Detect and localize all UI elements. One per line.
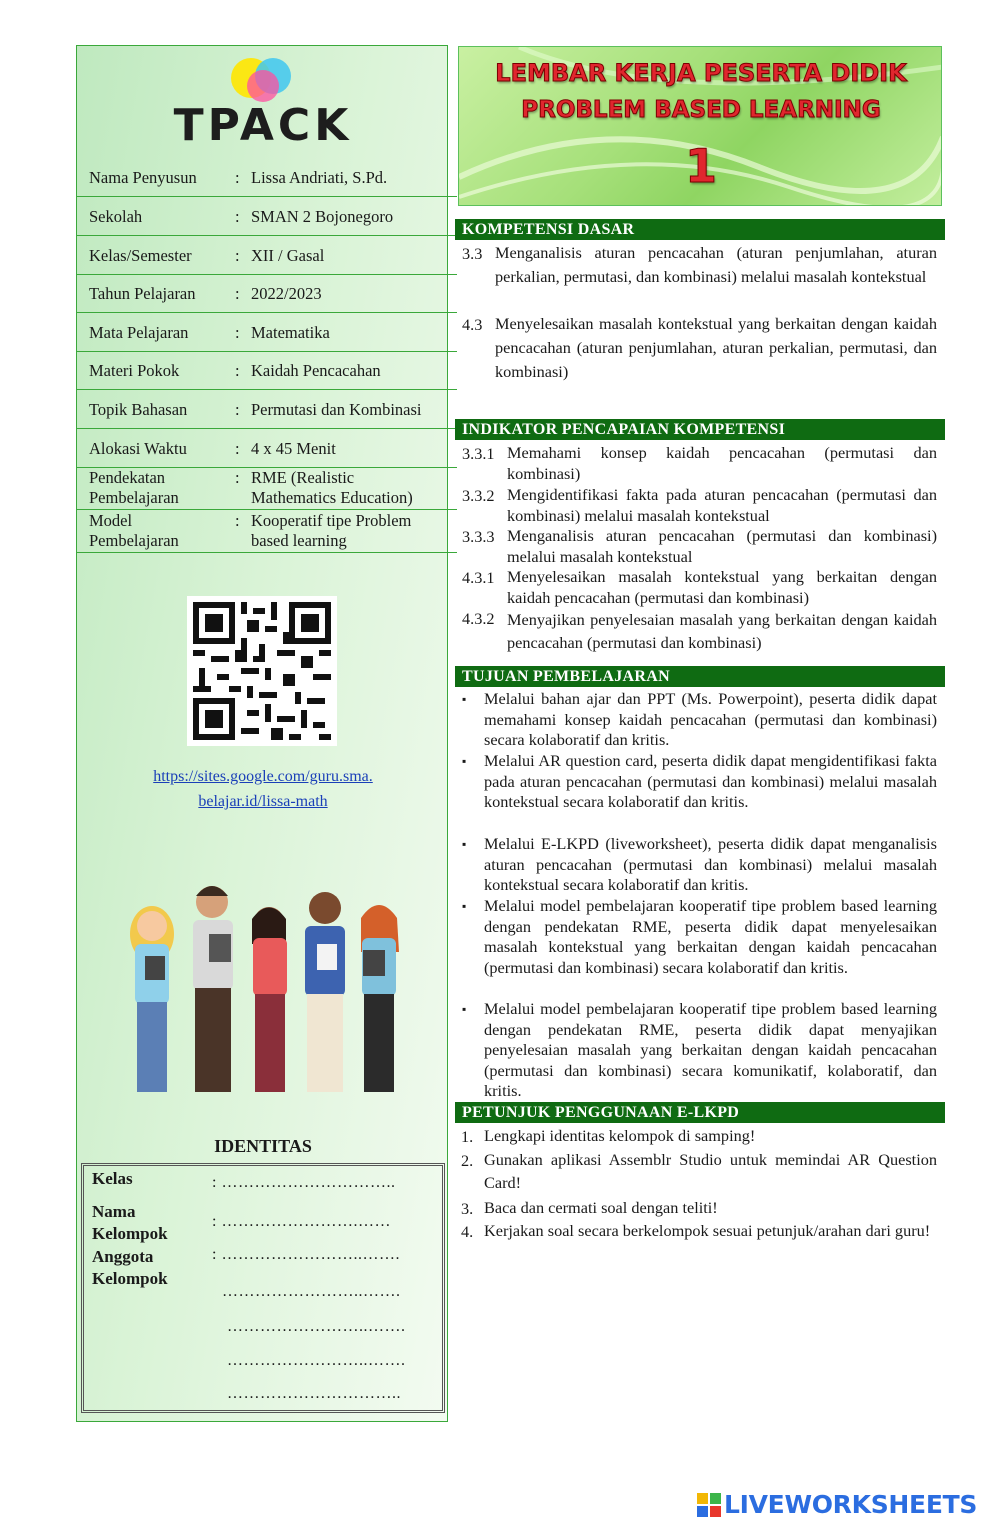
tujuan-item: Melalui E-LKPD (liveworksheet), peserta didik dapat menganalisis aturan pencacahan (permutasi dan kombinasi) melalui masalah kontekstual secara kolaboratif dan kritis. xyxy=(484,834,937,895)
qr-code-icon[interactable] xyxy=(187,596,337,746)
label-line: Anggota xyxy=(92,1247,154,1266)
liveworksheets-brand[interactable]: LIVEWORKSHEETS xyxy=(724,1490,978,1519)
info-row-tahun xyxy=(77,274,457,313)
info-value: 2022/2023 xyxy=(251,284,322,303)
info-value: 4 x 45 Menit xyxy=(251,439,336,458)
anggota-input-2[interactable]: ……………………..……. xyxy=(222,1283,401,1300)
info-colon: : xyxy=(235,439,240,458)
info-row-sekolah xyxy=(77,197,457,236)
ipk-number: 4.3.2 xyxy=(462,609,495,628)
anggota-kelompok-label xyxy=(92,1246,168,1290)
kd-text: Menganalisis aturan pencacahan (aturan penjumlahan, aturan perkalian, permutasi, dan kombinasi) melalui masalah kontekstual xyxy=(495,243,937,286)
identity-panel xyxy=(76,45,448,1422)
label-line: Kelompok xyxy=(92,1224,168,1243)
ipk-number: 4.3.1 xyxy=(462,568,495,587)
liveworksheets-logo-icon xyxy=(697,1493,721,1517)
info-label: Kelas/Semester xyxy=(89,246,192,265)
bullet-mark: ▪ xyxy=(462,837,467,851)
identitas-box xyxy=(81,1163,445,1413)
ipk-number: 3.3.1 xyxy=(462,444,495,463)
info-row-materi xyxy=(77,351,457,390)
ipk-text: Mengidentifikasi fakta pada aturan pencacahan (permutasi dan kombinasi) melalui masalah kontekstual xyxy=(507,485,937,525)
kelas-label: Kelas xyxy=(92,1169,133,1188)
banner-title-line2: PROBLEM BASED LEARNING xyxy=(521,97,881,123)
anggota-input-3[interactable]: ……………………..……. xyxy=(227,1318,406,1335)
tujuan-item: Melalui model pembelajaran kooperatif tipe problem based learning dengan pendekatan RME, peserta didik dapat menyajikan penyelesaian masalah yang berkaitan dengan kaidah pencacahan (permutasi dan kombinasi) secara komunikatif, kolaboratif, dan kritis. xyxy=(484,999,937,1101)
tujuan-item: Melalui AR question card, peserta didik dapat mengidentifikasi fakta pada aturan pencacahan (permutasi dan kombinasi) melalui masalah kontekstual secara kolaboratif dan kritis. xyxy=(484,751,937,812)
petunjuk-text: Baca dan cermati soal dengan teliti! xyxy=(484,1198,718,1217)
students-illustration xyxy=(117,874,417,1104)
identitas-title: IDENTITAS xyxy=(214,1136,312,1156)
info-label: Mata Pelajaran xyxy=(89,323,189,342)
info-colon: : xyxy=(235,284,240,303)
info-value: Lissa Andriati, S.Pd. xyxy=(251,168,388,187)
banner-number: 1 xyxy=(684,139,717,193)
label-line: Kelompok xyxy=(92,1269,168,1288)
label-line: Nama xyxy=(92,1202,136,1221)
info-label-line: Model xyxy=(89,511,133,530)
info-label: Topik Bahasan xyxy=(89,400,188,419)
info-colon: : xyxy=(235,400,240,419)
tpack-circles-icon xyxy=(223,56,303,104)
site-link-line1[interactable]: https://sites.google.com/guru.sma. xyxy=(153,768,373,785)
tpack-logo xyxy=(173,56,353,151)
info-label: Alokasi Waktu xyxy=(89,439,187,458)
petunjuk-number: 1. xyxy=(461,1127,474,1146)
anggota-input-1[interactable]: : ……………………..……. xyxy=(212,1246,400,1263)
ipk-text: Menganalisis aturan pencacahan (permutasi dan kombinasi) melalui masalah kontekstual xyxy=(507,526,937,566)
info-colon: : xyxy=(235,511,240,530)
info-value-line: Kooperatif tipe Problem xyxy=(251,511,412,530)
info-label: Materi Pokok xyxy=(89,361,180,380)
tujuan-item: Melalui model pembelajaran kooperatif tipe problem based learning dengan pendekatan RME, peserta didik dapat menyelesaikan masalah kontekstual yang berkaitan dengan kaidah pencacahan (permutasi dan kombinasi) secara kolaboratif dan kritis. xyxy=(484,896,937,977)
site-link-line2[interactable]: belajar.id/lissa-math xyxy=(198,793,328,810)
petunjuk-number: 4. xyxy=(461,1222,474,1241)
petunjuk-text: Lengkapi identitas kelompok di samping! xyxy=(484,1126,756,1145)
info-value xyxy=(251,468,413,508)
nama-kelompok-input[interactable]: : …………………….…… xyxy=(212,1213,391,1230)
info-row-kelas-semester xyxy=(77,236,457,275)
kd-text: Menyelesaikan masalah kontekstual yang berkaitan dengan kaidah pencacahan (aturan penjumlahan, aturan perkalian, permutasi, dan kombinasi) xyxy=(495,314,937,381)
kelas-input[interactable]: : ………………………….. xyxy=(212,1174,396,1191)
info-row-penyusun xyxy=(77,158,457,197)
ipk-text: Menyelesaikan masalah kontekstual yang berkaitan dengan kaidah pencacahan (permutasi dan kombinasi) xyxy=(507,567,937,607)
ipk-number: 3.3.2 xyxy=(462,486,495,505)
info-value xyxy=(251,511,411,551)
tujuan-heading: TUJUAN PEMBELAJARAN xyxy=(455,666,945,687)
info-row-alokasi xyxy=(77,429,457,468)
indikator-heading: INDIKATOR PENCAPAIAN KOMPETENSI xyxy=(455,419,945,440)
petunjuk-number: 3. xyxy=(461,1199,474,1218)
title-banner xyxy=(458,46,942,206)
info-label-line: Pembelajaran xyxy=(89,531,179,550)
info-colon: : xyxy=(235,468,240,487)
petunjuk-text: Kerjakan soal secara berkelompok sesuai petunjuk/arahan dari guru! xyxy=(484,1221,931,1240)
info-label-line: Pembelajaran xyxy=(89,488,179,507)
banner-title-line1: LEMBAR KERJA PESERTA DIDIK xyxy=(495,59,907,87)
anggota-input-4[interactable]: ……………………..……. xyxy=(227,1352,406,1369)
info-value: SMAN 2 Bojonegoro xyxy=(251,207,394,226)
info-value-line: Mathematics Education) xyxy=(251,488,413,507)
bullet-mark: ▪ xyxy=(462,1002,467,1016)
info-value: XII / Gasal xyxy=(251,246,325,265)
kompetensi-heading: KOMPETENSI DASAR xyxy=(455,219,945,240)
nama-kelompok-label xyxy=(92,1201,168,1245)
info-label xyxy=(89,468,179,508)
tpack-logo-text: TPACK xyxy=(173,100,353,151)
info-value-line: based learning xyxy=(251,531,347,550)
info-label: Nama Penyusun xyxy=(89,168,197,187)
info-value: Permutasi dan Kombinasi xyxy=(251,400,422,419)
info-colon: : xyxy=(235,323,240,342)
info-row-model xyxy=(77,510,457,553)
info-row-pendekatan xyxy=(77,467,457,510)
kd-number: 4.3 xyxy=(462,315,483,334)
info-row-mapel xyxy=(77,313,457,352)
bullet-mark: ▪ xyxy=(462,899,467,913)
tujuan-item: Melalui bahan ajar dan PPT (Ms. Powerpoint), peserta didik dapat memahami konsep kaidah pencacahan (permutasi dan kombinasi) secara kolaboratif dan kritis. xyxy=(484,689,937,750)
info-label xyxy=(89,511,179,551)
petunjuk-number: 2. xyxy=(461,1151,474,1170)
petunjuk-heading: PETUNJUK PENGGUNAAN E-LKPD xyxy=(455,1102,945,1123)
info-colon: : xyxy=(235,168,240,187)
info-label: Tahun Pelajaran xyxy=(89,284,196,303)
petunjuk-text: Gunakan aplikasi Assemblr Studio untuk memindai AR Question Card! xyxy=(484,1150,937,1192)
info-value: Matematika xyxy=(251,323,330,342)
info-label: Sekolah xyxy=(89,207,143,226)
bullet-mark: ▪ xyxy=(462,754,467,768)
info-row-topik xyxy=(77,390,457,429)
ipk-text: Menyajikan penyelesaian masalah yang berkaitan dengan kaidah pencacahan (permutasi dan kombinasi) xyxy=(507,610,937,652)
ipk-number: 3.3.3 xyxy=(462,527,495,546)
info-value-line: RME (Realistic xyxy=(251,468,355,487)
anggota-input-5[interactable]: ………………………….. xyxy=(227,1385,401,1402)
info-colon: : xyxy=(235,361,240,380)
info-value: Kaidah Pencacahan xyxy=(251,361,381,380)
info-colon: : xyxy=(235,246,240,265)
kd-number: 3.3 xyxy=(462,244,483,263)
bullet-mark: ▪ xyxy=(462,692,467,706)
ipk-text: Memahami konsep kaidah pencacahan (permutasi dan kombinasi) xyxy=(507,443,937,483)
info-label-line: Pendekatan xyxy=(89,468,166,487)
info-colon: : xyxy=(235,207,240,226)
